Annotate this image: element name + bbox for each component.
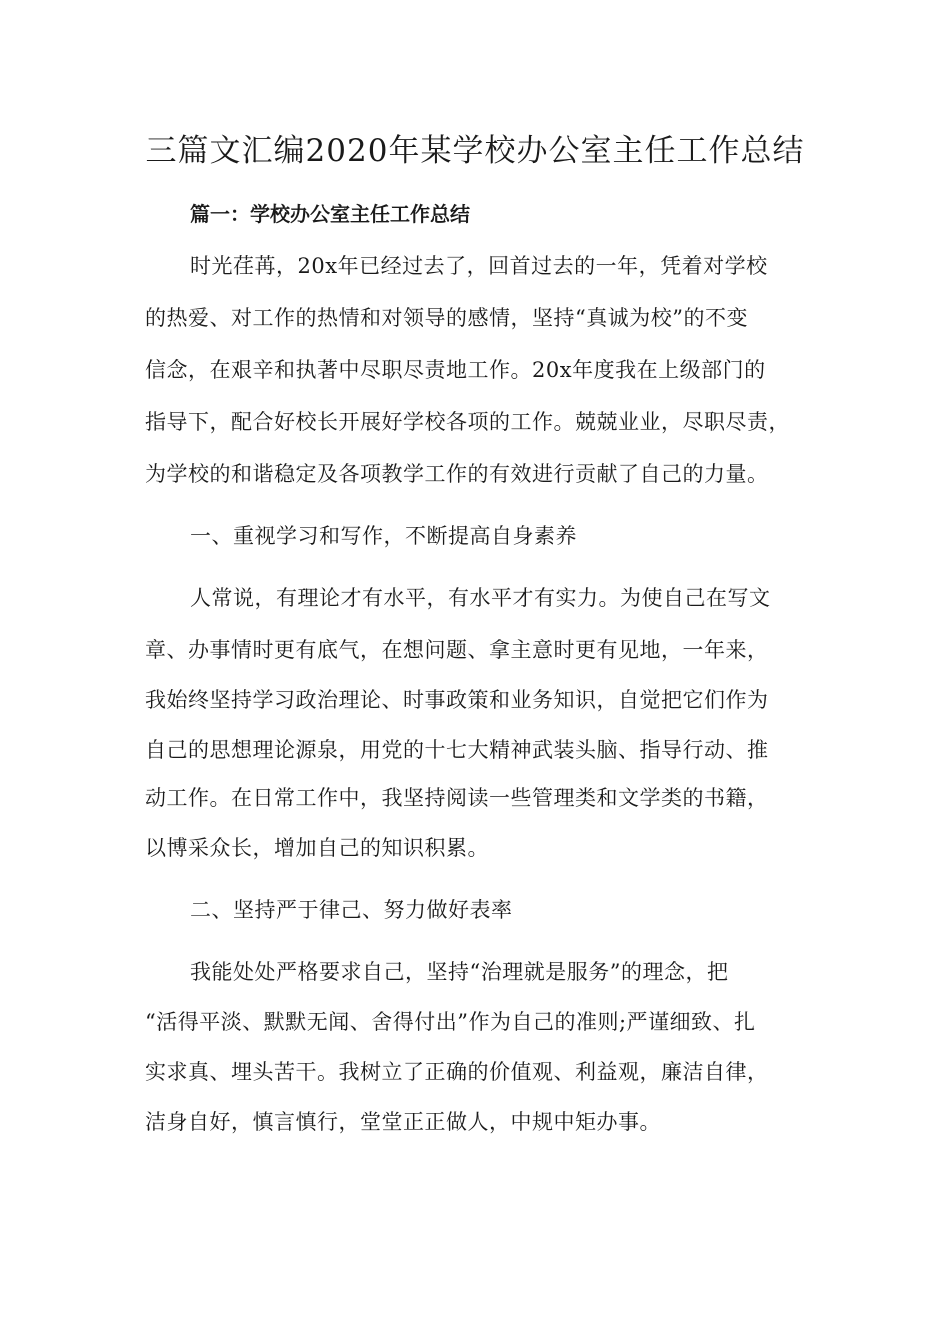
subheading: 一、重视学习和写作，不断提高自身素养 (190, 524, 577, 548)
paragraph-line: 指导下，配合好校长开展好学校各项的工作。兢兢业业，尽职尽责， (145, 410, 790, 434)
paragraph-line: 洁身自好，慎言慎行，堂堂正正做人，中规中矩办事。 (145, 1110, 661, 1134)
paragraph-line: 我始终坚持学习政治理论、时事政策和业务知识，自觉把它们作为 (145, 688, 769, 712)
paragraph-line: 信念，在艰辛和执著中尽职尽责地工作。20x年度我在上级部门的 (145, 358, 766, 382)
paragraph-line: 为学校的和谐稳定及各项教学工作的有效进行贡献了自己的力量。 (145, 462, 769, 486)
paragraph-line: 我能处处严格要求自己，坚持“治理就是服务”的理念，把 (190, 960, 729, 984)
paragraph-line: 的热爱、对工作的热情和对领导的感情，坚持“真诚为校”的不变 (145, 306, 748, 330)
paragraph-line: 时光荏苒，20x年已经过去了，回首过去的一年，凭着对学校 (190, 254, 768, 278)
paragraph-line: 自己的思想理论源泉，用党的十七大精神武装头脑、指导行动、推 (145, 738, 769, 762)
paragraph-line: 实求真、埋头苦干。我树立了正确的价值观、利益观，廉洁自律， (145, 1060, 769, 1084)
part-heading: 篇一：学校办公室主任工作总结 (190, 202, 470, 226)
paragraph-line: 动工作。在日常工作中，我坚持阅读一些管理类和文学类的书籍， (145, 786, 769, 810)
paragraph-line: 人常说，有理论才有水平，有水平才有实力。为使自己在写文 (190, 586, 771, 610)
subheading: 二、坚持严于律己、努力做好表率 (190, 898, 513, 922)
paragraph-line: “活得平淡、默默无闻、舍得付出”作为自己的准则;严谨细致、扎 (145, 1010, 756, 1034)
paragraph-line: 章、办事情时更有底气，在想问题、拿主意时更有见地，一年来， (145, 638, 769, 662)
document-title: 三篇文汇编2020年某学校办公室主任工作总结 (145, 133, 805, 169)
paragraph-line: 以博采众长，增加自己的知识积累。 (145, 836, 489, 860)
